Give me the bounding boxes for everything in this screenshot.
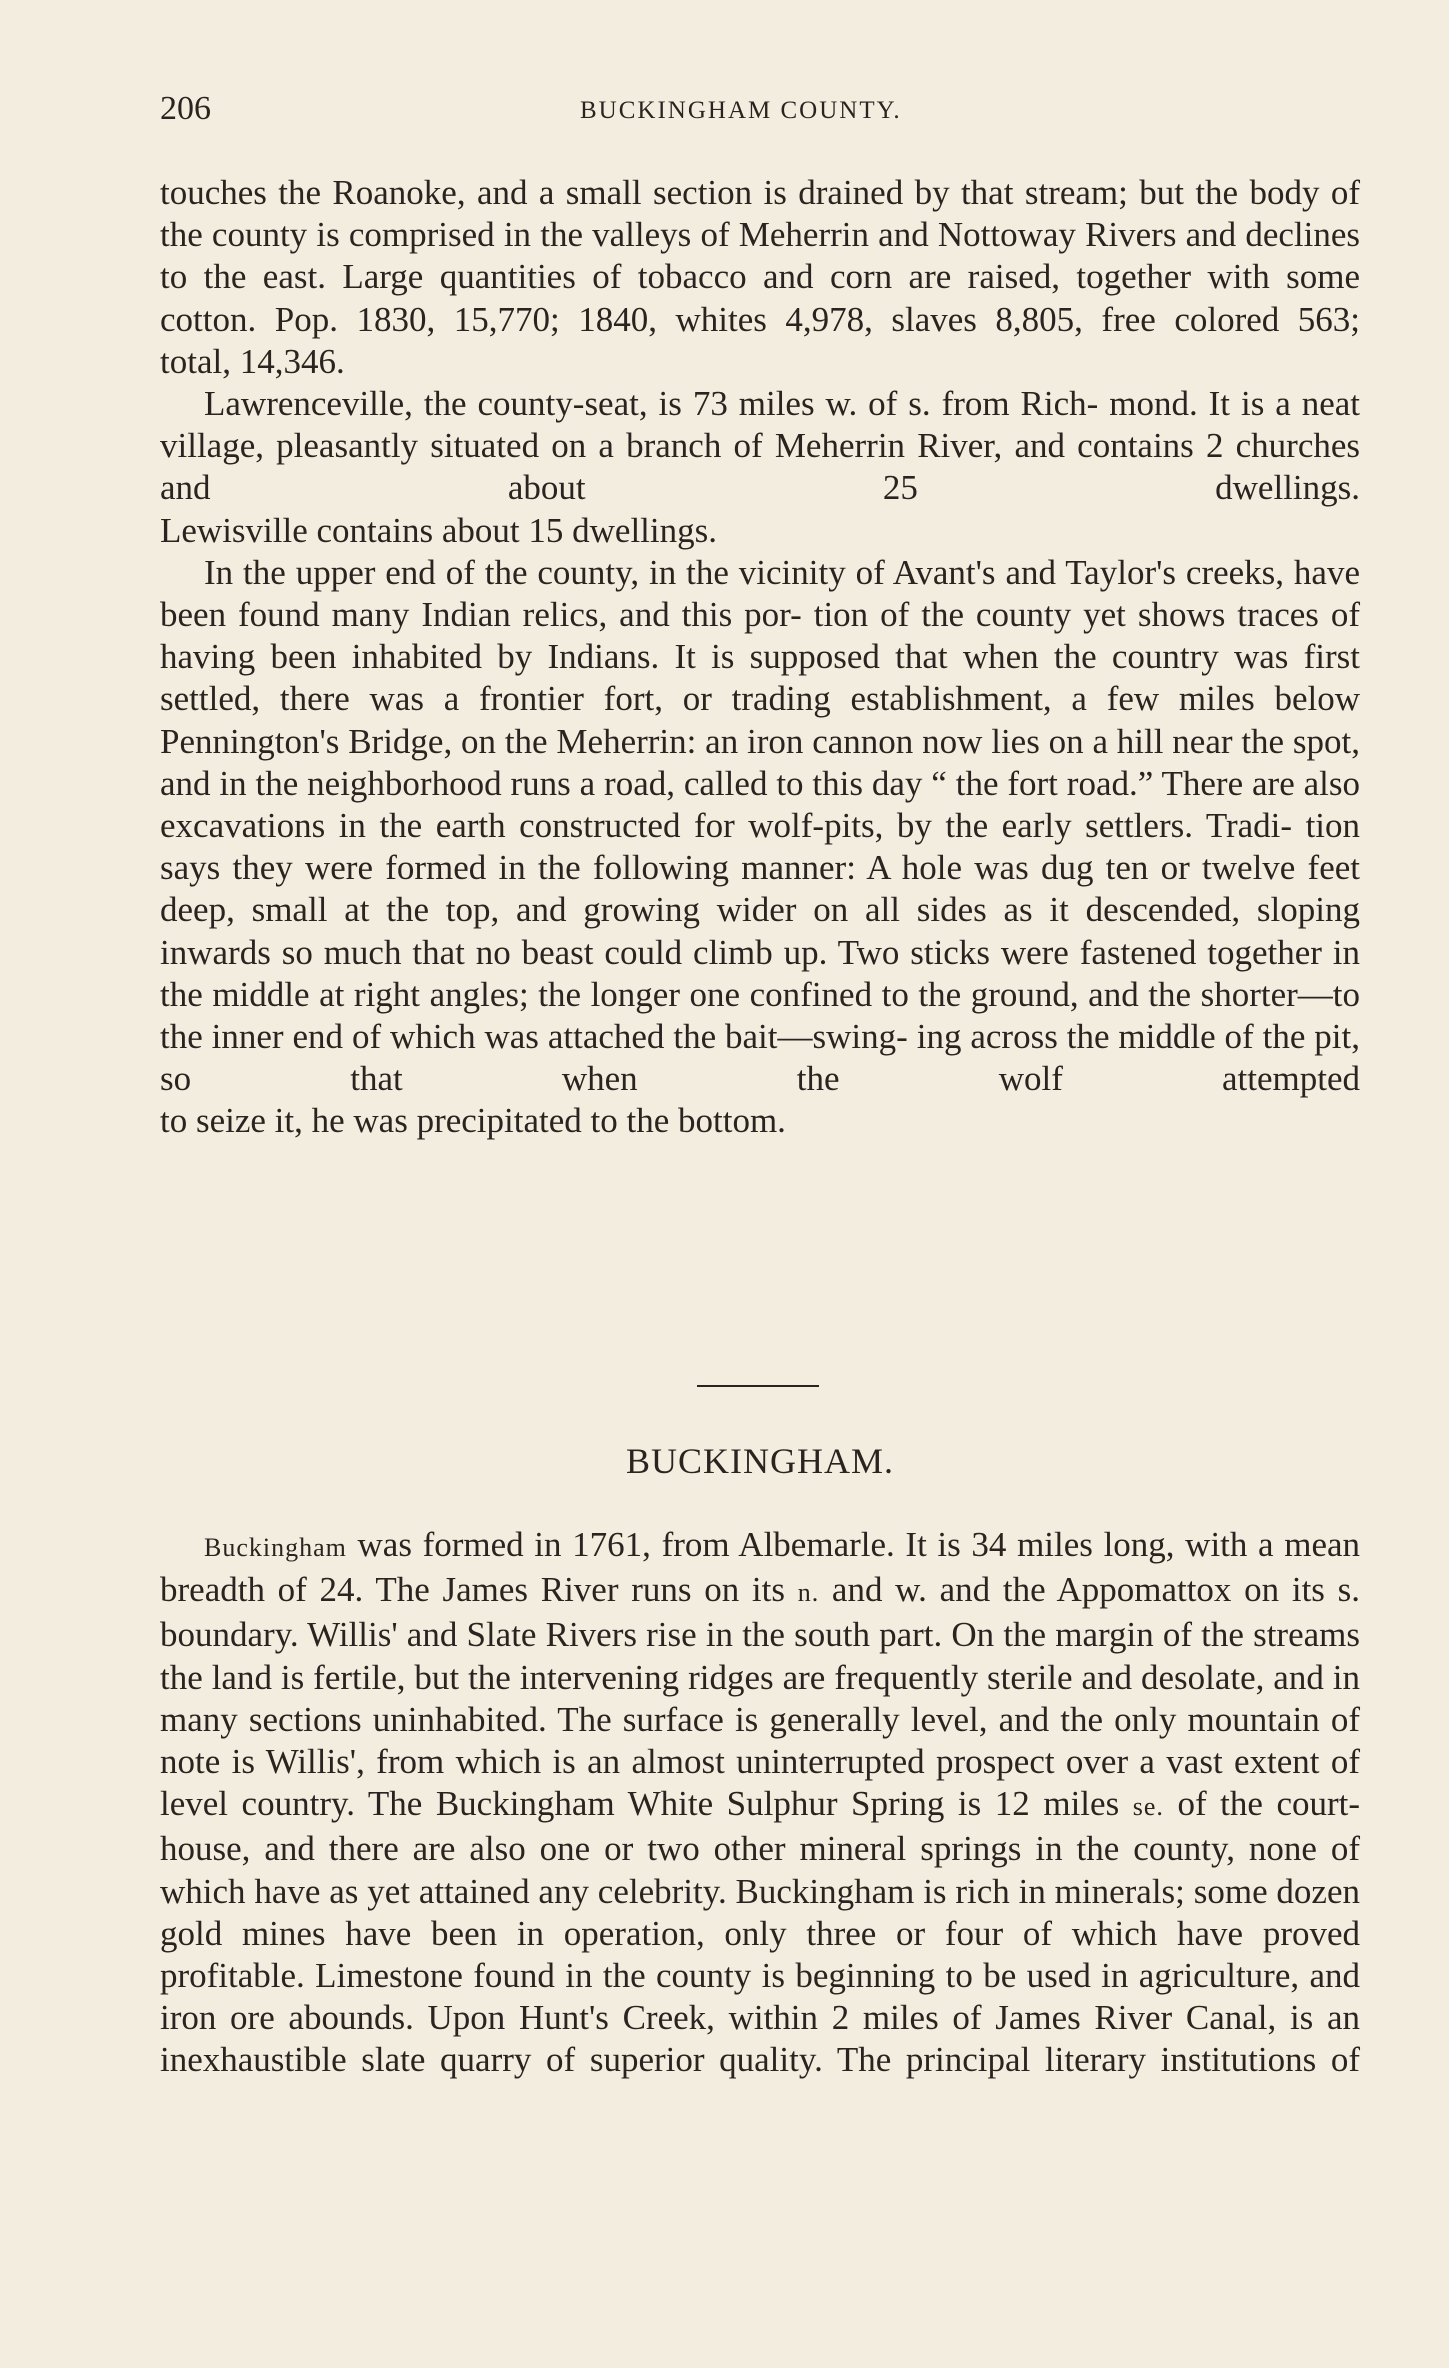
text-fragment: was formed in 1761, from Albemarle. It is 34 miles (346, 1525, 1093, 1564)
paragraph (160, 1524, 1360, 2082)
text-line: at right angles; the longer one confined to the ground, and the (319, 974, 1192, 1014)
text-line: quarry of superior quality. The principal literary institutions of (440, 2040, 1360, 2080)
text-line: below Pennington's Bridge, on the Meherrin: an iron cannon now (160, 679, 1361, 761)
text-line (204, 1525, 1093, 1564)
text-line: total, 14,346. (160, 341, 345, 381)
direction-abbrev: se. (1132, 1792, 1164, 1822)
text-line: could climb up. Two sticks were fastened together in the middle (160, 932, 1360, 1014)
text-line: long, with a mean breadth of 24. The James River runs on its (160, 1525, 1361, 1610)
text-line: the land is fertile, but the intervening ridges are frequently sterile (160, 1657, 1073, 1697)
paragraph-end (160, 510, 1360, 552)
text-line: there was a frontier fort, or trading establishment, a few miles (279, 679, 1255, 719)
text-line: and Nottoway Rivers and declines to the east. Large quantities (160, 215, 1360, 297)
text-line: touches the Roanoke, and a small section is drained by that stream; (160, 173, 1128, 212)
brunswick-county-text (160, 172, 1360, 1143)
buckingham-county-text (160, 1524, 1360, 2082)
text-line: In the upper end of the county, in the vicinity of Avant's and (204, 552, 1056, 592)
text-fragment: and w. and the Appomattox on its s. boundary. Willis' and (160, 1570, 1361, 1655)
running-head (160, 90, 1360, 130)
text-line: dug ten or twelve feet deep, small at the top, and growing wider (160, 848, 1361, 930)
paragraph-end (160, 341, 1360, 383)
text-line: and desolate, and in many sections uninhabited. The surface is (160, 1657, 1360, 1739)
running-title: BUCKINGHAM COUNTY. (580, 97, 902, 124)
text-line: lies on a hill near the spot, and in the neighborhood runs a road, (160, 721, 1361, 803)
text-line: level country. The Buckingham White Sulphur Spring is 12 (160, 1784, 1030, 1824)
text-line: be used in agriculture, and iron ore abounds. Upon Hunt's Creek, (160, 1956, 1360, 2038)
text-line: Slate Rivers rise in the south part. On the margin of the streams (466, 1615, 1361, 1655)
text-line: Indians. It is supposed that when the country was first settled, (160, 637, 1361, 719)
text-line: which is an almost uninterrupted prospect over a vast extent of (455, 1742, 1361, 1782)
text-line: on all sides as it descended, sloping inwards so much that no beast (160, 890, 1360, 972)
text-line: tion says they were formed in the following manner: A hole was (160, 806, 1361, 888)
text-line: generally level, and the only mountain of note is Willis', from (160, 1699, 1361, 1782)
lead-word-small-caps: Buckingham (204, 1533, 347, 1562)
text-line: the earth constructed for wolf-pits, by the early settlers. Tradi- (379, 806, 1293, 846)
text-line: mond. It is a neat village, pleasantly situated on a branch of (160, 384, 1361, 466)
text-line: proved profitable. Limestone found in the county is beginning to (160, 1913, 1361, 1996)
text-line: Lewisville contains about 15 dwellings. (160, 510, 717, 550)
section-divider (697, 1385, 819, 1387)
text-line: but the body of the county is comprised in the valleys of Meherrin (160, 173, 1361, 255)
text-line: any celebrity. Buckingham is rich in minerals; some dozen gold (160, 1871, 1360, 1953)
text-line: of tobacco and corn are raised, together with some cotton. Pop. (160, 257, 1360, 339)
text-line: Taylor's creeks, have been found many Indian relics, and this por- (160, 552, 1361, 635)
text-line: ing across the middle of the pit, so that when the wolf attempted (160, 1017, 1360, 1099)
text-line: called to this day “ the fort road.” There are also excavations in (160, 763, 1361, 846)
section-heading: BUCKINGHAM. (625, 1441, 894, 1481)
paragraph (160, 552, 1360, 1101)
paragraph (160, 172, 1360, 341)
text-line: mineral springs in the county, none of which have as yet attained (160, 1829, 1360, 1911)
paragraph (160, 383, 1360, 510)
text-line: shorter—to the inner end of which was attached the bait—swing- (160, 974, 1361, 1057)
text-line: Lawrenceville, the county-seat, is 73 miles w. of s. from Rich- (204, 384, 1099, 424)
text-fragment: of the court-house, and there are also one or two other (160, 1784, 1361, 1869)
text-line: tion of the county yet shows traces of having been inhabited by (160, 595, 1361, 677)
direction-abbrev: n. (797, 1578, 820, 1608)
text-line: to seize it, he was precipitated to the bottom. (160, 1101, 786, 1141)
text-line: within 2 miles of James River Canal, is an inexhaustible slate (160, 1998, 1360, 2080)
text-line: 1830, 15,770; 1840, whites 4,978, slaves 8,805, free colored 563; (356, 299, 1361, 339)
text-fragment: miles (1043, 1784, 1133, 1824)
paragraph-end (160, 1100, 1360, 1142)
page-number: 206 (160, 90, 211, 127)
text-line: Meherrin River, and contains 2 churches and about 25 dwellings. (160, 426, 1361, 508)
text-line: mines have been in operation, only three or four of which have (241, 1913, 1244, 1953)
